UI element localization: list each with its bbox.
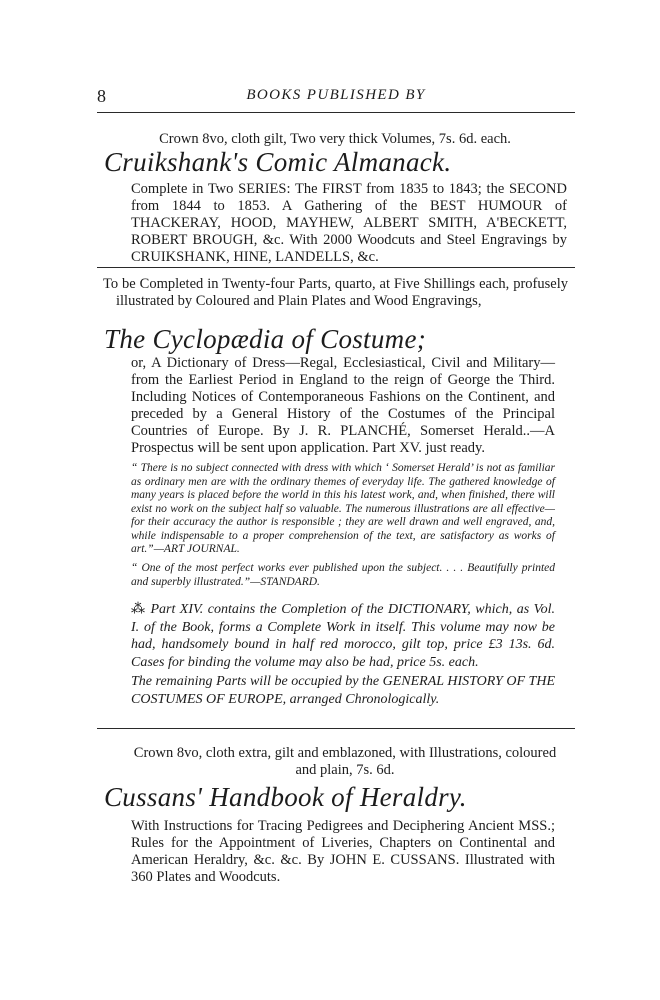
title-cyclopaedia: The Cyclopædia of Costume; (104, 324, 427, 354)
review-standard: “ One of the most perfect works ever published upon the subject. . . . Beautifully printed and superbly illustrated.”—STANDARD. (131, 562, 555, 588)
running-title: BOOKS PUBLISHED BY (246, 87, 426, 103)
description-cruikshank: Complete in Two SERIES: The FIRST from 1835 to 1843; the SECOND from 1844 to 1853. A Gathering of the BEST HUMOUR of THACKERAY, HOOD, MAYHEW, ALBERT SMITH, A'BECKETT, ROBERT BROUGH, &c. With 2000 Woodcuts and Steel Engravings by CRUIKSHANK, HINE, LANDELLS, &c. (131, 181, 567, 265)
imprint-cussans: Crown 8vo, cloth extra, gilt and emblazoned, with Illustrations, coloured and plain, 7s. 6d. (133, 745, 557, 778)
running-head (97, 86, 575, 110)
imprint-cyclopaedia: To be Completed in Twenty-four Parts, quarto, at Five Shillings each, profusely illustrated by Coloured and Plain Plates and Wood Engravings, (103, 276, 568, 309)
section-rule-2 (97, 728, 575, 729)
description-cyclopaedia: or, A Dictionary of Dress—Regal, Ecclesiastical, Civil and Military—from the Earliest Period in England to the reign of George the Third. Including Notices of Contemporaneous Fashions on the Continent, and preceded by a General History of the Costumes of the Principal Countries of Europe. By J. R. PLANCHÉ, Somerset Herald..—A Prospectus will be sent upon application. Part XV. just ready. (131, 355, 555, 456)
title-cruikshank: Cruikshank's Comic Almanack. (104, 147, 452, 177)
page-number: 8 (97, 86, 106, 106)
imprint-cruikshank: Crown 8vo, cloth gilt, Two very thick Volumes, 7s. 6d. each. (159, 131, 511, 147)
title-cussans: Cussans' Handbook of Heraldry. (104, 782, 467, 812)
section-rule-1 (97, 267, 575, 268)
review-art-journal: “ There is no subject connected with dress with which ‘ Somerset Herald’ is not as familiar as ordinary men are with the ordinary themes of everyday life. The gathered knowledge of many years is placed before the world in this his latest work, and, when finished, there will exist no work on the subject half so valuable. The numerous illustrations are all effective—for their accuracy the author is responsible ; they are well drawn and well engraved, and, while indispensable to a proper comprehension of the text, are satisfactory as works of art.”—ART JOURNAL. (131, 462, 555, 555)
header-rule (97, 112, 575, 113)
description-cussans: With Instructions for Tracing Pedigrees and Deciphering Ancient MSS.; Rules for the Appointment of Liveries, Chapters on Continental and American Heraldry, &c. &c. By JOHN E. CUSSANS. Illustrated with 360 Plates and Woodcuts. (131, 818, 555, 885)
note-part-xiv: ⁂ Part XIV. contains the Completion of the DICTIONARY, which, as Vol. I. of the Book, forms a Complete Work in itself. This volume may now be had, handsomely bound in half red morocco, gilt top, price £3 13s. 6d. Cases for binding the volume may also be had, price 5s. each. (131, 602, 555, 670)
note-remaining-parts: The remaining Parts will be occupied by the GENERAL HISTORY OF THE COSTUMES OF EUROPE, arranged Chronologically. (131, 674, 555, 707)
